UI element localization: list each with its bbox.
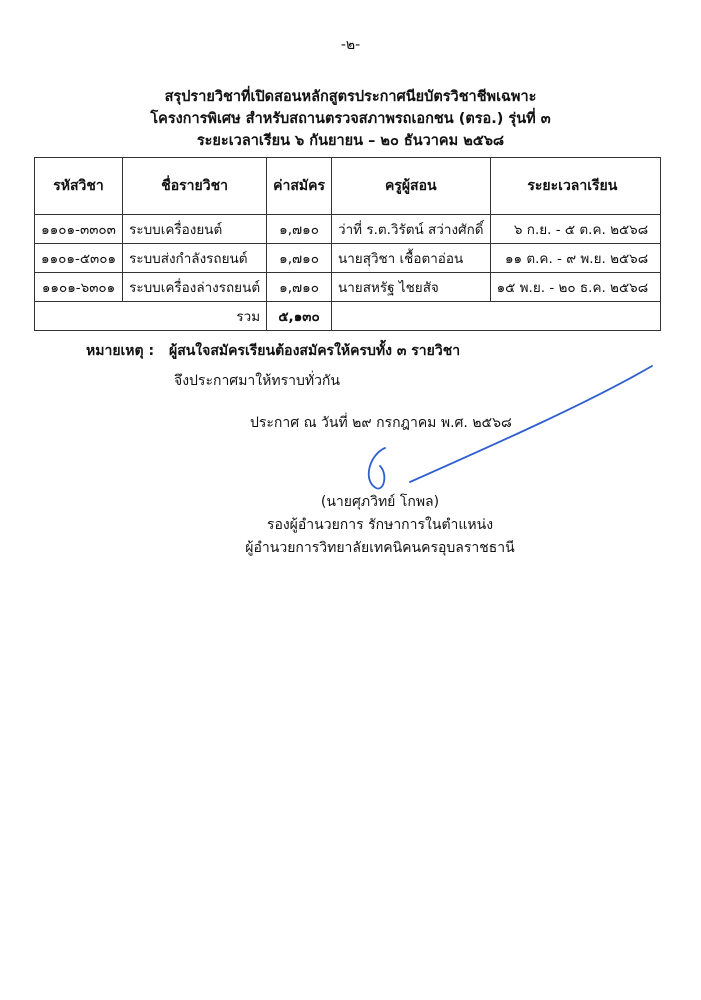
- header-course-name: ชื่อรายวิชา: [123, 158, 267, 215]
- signer-position-1: รองผู้อำนวยการ รักษาการในตำแหน่ง: [266, 517, 494, 533]
- cell-teacher: ว่าที่ ร.ต.วิรัตน์ สว่างศักดิ์: [331, 215, 490, 244]
- total-blank-cell: [331, 302, 660, 331]
- note: [86, 340, 460, 362]
- cell-course-name: ระบบส่งกำลังรถยนต์: [123, 244, 267, 273]
- cell-period: ๑๑ ต.ค. - ๙ พ.ย. ๒๕๖๘: [490, 244, 661, 273]
- course-table: [34, 157, 661, 331]
- cell-teacher: นายสุวิชา เชื้อตาอ่อน: [331, 244, 490, 273]
- note-text: ผู้สนใจสมัครเรียนต้องสมัครให้ครบทั้ง ๓ รายวิชา: [168, 343, 461, 359]
- signer-position-2: ผู้อำนวยการวิทยาลัยเทคนิคนครอุบลราชธานี: [245, 540, 515, 556]
- title-line-3: ระยะเวลาเรียน ๖ กันยายน – ๒๐ ธันวาคม ๒๕๖๘: [196, 133, 505, 149]
- signer-block: [240, 491, 520, 560]
- cell-period: ๖ ก.ย. - ๕ ต.ค. ๒๕๖๘: [490, 215, 661, 244]
- header-teacher: ครูผู้สอน: [331, 158, 490, 215]
- title-line-2: โครงการพิเศษ สำหรับสถานตรวจสภาพรถเอกชน (ตรอ.) รุ่นที่ ๓: [150, 111, 551, 127]
- cell-period: ๑๕ พ.ย. - ๒๐ ธ.ค. ๒๕๖๘: [490, 273, 661, 302]
- cell-fee: ๑,๗๑๐: [267, 244, 332, 273]
- signature-icon: [340, 362, 660, 492]
- total-label: รวม: [35, 302, 267, 331]
- table-header-row: [35, 158, 661, 215]
- header-course-code: รหัสวิชา: [35, 158, 123, 215]
- document-title: [0, 86, 701, 152]
- cell-course-name: ระบบเครื่องยนต์: [123, 215, 267, 244]
- cell-fee: ๑,๗๑๐: [267, 273, 332, 302]
- cell-course-code: ๑๑๐๑-๓๓๐๓: [35, 215, 123, 244]
- cell-course-code: ๑๑๐๑-๖๓๐๑: [35, 273, 123, 302]
- cell-fee: ๑,๗๑๐: [267, 215, 332, 244]
- title-line-1: สรุปรายวิชาที่เปิดสอนหลักสูตรประกาศนียบัตรวิชาชีพเฉพาะ: [164, 89, 537, 105]
- cell-teacher: นายสหรัฐ ไชยสัจ: [331, 273, 490, 302]
- note-label: หมายเหตุ :: [86, 343, 155, 359]
- header-fee: ค่าสมัคร: [267, 158, 332, 215]
- cell-course-name: ระบบเครื่องล่างรถยนต์: [123, 273, 267, 302]
- table-row: [35, 244, 661, 273]
- table-row: [35, 215, 661, 244]
- announcement-date: ประกาศ ณ วันที่ ๒๙ กรกฎาคม พ.ศ. ๒๕๖๘: [250, 415, 512, 431]
- header-period: ระยะเวลาเรียน: [490, 158, 661, 215]
- table-row: [35, 273, 661, 302]
- table-total-row: [35, 302, 661, 331]
- cell-course-code: ๑๑๐๑-๕๓๐๑: [35, 244, 123, 273]
- signer-name: (นายศุภวิทย์ โกพล): [320, 494, 440, 510]
- page-number: -๒-: [340, 37, 361, 53]
- total-value: ๕,๑๓๐: [267, 302, 332, 331]
- announcement-text: จึงประกาศมาให้ทราบทั่วกัน: [174, 373, 340, 389]
